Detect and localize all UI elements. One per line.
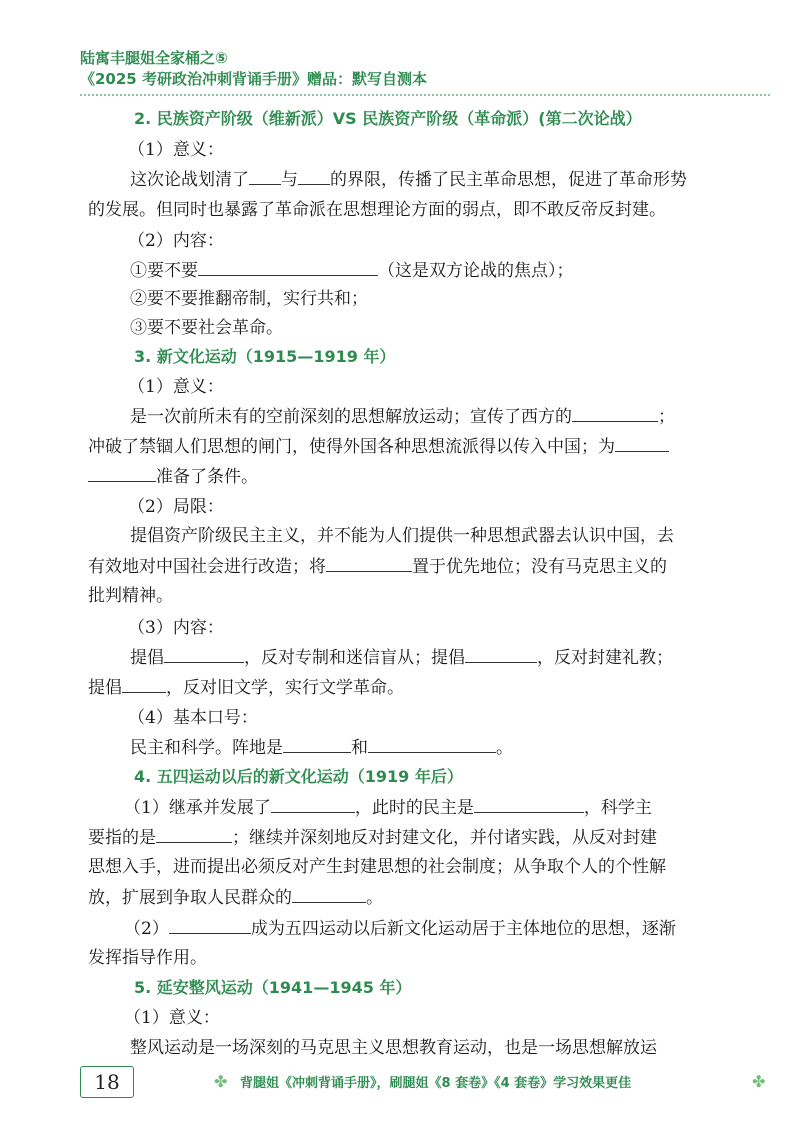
fill-blank (572, 405, 658, 422)
page-footer (0, 1060, 800, 1110)
fill-blank (368, 736, 496, 753)
text: 是一次前所未有的空前深刻的思想解放运动；宣传了西方的 (130, 407, 572, 427)
text: 。 (366, 888, 383, 908)
text: ，此时的民主是 (354, 798, 474, 818)
section-3-title: 3. 新文化运动（1915—1919 年） (134, 347, 396, 366)
s2-content-item1 (130, 259, 574, 282)
text: 与 (281, 170, 298, 190)
text: ①要不要 (130, 261, 198, 281)
fill-blank (164, 646, 244, 663)
text: （1）继承并发展了 (124, 798, 271, 818)
fill-blank (615, 435, 669, 452)
s4-para1-line3: 思想入手，进而提出必须反对产生封建思想的社会制度；从争取个人的个性解 (88, 857, 666, 877)
text: 。 (496, 738, 513, 758)
s2-content-item3: ③要不要社会革命。 (130, 318, 283, 338)
s2-meaning-line1 (130, 168, 687, 191)
s3-limit-line1: 提倡资产阶级民主主义，并不能为人们提供一种思想武器去认识中国，去 (130, 526, 674, 546)
fill-blank (122, 676, 166, 693)
fill-blank (88, 465, 156, 482)
text: 提倡 (88, 678, 122, 698)
fill-blank (298, 168, 330, 185)
text: ，科学主 (583, 798, 652, 818)
text: 的界限，传播了民主革命思想，促进了革命形势 (330, 170, 687, 190)
section-5-title: 5. 延安整风运动（1941—1945 年） (134, 978, 412, 997)
s3-meaning-line1 (130, 405, 675, 428)
text: 这次论战划清了 (130, 170, 249, 190)
s3-meaning-label: （1）意义： (128, 377, 224, 397)
s3-slogan-label: （4）基本口号： (128, 708, 258, 728)
s4-para1-line1 (124, 796, 652, 819)
clover-icon: ✤ (214, 1072, 228, 1091)
s4-para2-line1 (124, 917, 676, 940)
s5-meaning-line1: 整风运动是一场深刻的马克思主义思想教育运动，也是一场思想解放运 (130, 1038, 657, 1058)
s4-para1-line4 (88, 886, 383, 909)
section-2-title: 2. 民族资产阶级（维新派）VS 民族资产阶级（革命派）(第二次论战） (134, 109, 642, 128)
s3-content-line2 (88, 676, 404, 699)
text: 置于优先地位；没有马克思主义的 (412, 557, 667, 577)
text: ，反对旧文学，实行文学革命。 (166, 678, 404, 698)
text: ，反对专制和迷信盲从；提倡 (244, 648, 465, 668)
fill-blank (169, 917, 251, 934)
page-header (80, 48, 770, 90)
fill-blank (249, 168, 281, 185)
text: ，反对封建礼教； (537, 648, 673, 668)
text: 准备了条件。 (156, 467, 258, 487)
text: 民主和科学。阵地是 (130, 738, 283, 758)
s3-limit-label: （2）局限： (128, 497, 224, 517)
s2-meaning-label: （1）意义： (128, 140, 224, 160)
s2-meaning-line2: 的发展。但同时也暴露了革命派在思想理论方面的弱点，即不敢反帝反封建。 (88, 200, 666, 220)
header-book-title: 《2025 考研政治冲刺背诵手册》赠品：默写自测本 (80, 70, 427, 88)
text: 提倡 (130, 648, 164, 668)
page-number: 18 (80, 1066, 134, 1098)
text: 放，扩展到争取人民群众的 (88, 888, 292, 908)
s2-content-label: （2）内容： (128, 231, 224, 251)
s3-slogan-line1 (130, 736, 513, 759)
text: 要指的是 (88, 828, 156, 848)
fill-blank (271, 796, 355, 813)
s2-content-item2: ②要不要推翻帝制，实行共和； (130, 289, 368, 309)
s4-para1-line2 (88, 826, 657, 849)
s3-meaning-line2 (88, 435, 669, 458)
fill-blank (156, 826, 232, 843)
clover-icon: ✤ (752, 1072, 766, 1091)
fill-blank (198, 259, 378, 276)
fill-blank (326, 555, 412, 572)
header-dotted-divider (80, 94, 770, 96)
fill-blank (283, 736, 351, 753)
s3-meaning-line3 (88, 465, 258, 488)
text: 和 (351, 738, 368, 758)
s3-content-line1 (130, 646, 673, 669)
text: 成为五四运动以后新文化运动居于主体地位的思想，逐渐 (250, 919, 676, 939)
header-series-title: 陆寓丰腿姐全家桶之⑤ (80, 49, 228, 67)
fill-blank (474, 796, 584, 813)
s4-para2-line2: 发挥指导作用。 (88, 948, 207, 968)
s3-content-label: （3）内容： (128, 618, 224, 638)
text: ； (658, 407, 675, 427)
fill-blank (292, 886, 366, 903)
text: （这是双方论战的焦点）； (378, 261, 574, 281)
s3-limit-line3: 批判精神。 (88, 586, 173, 606)
footer-promo-text: 背腿姐《冲刺背诵手册》，刷腿姐《8 套卷》《4 套卷》学习效果更佳 (240, 1076, 632, 1091)
section-4-title: 4. 五四运动以后的新文化运动（1919 年后） (134, 767, 463, 786)
text: ；继续并深刻地反对封建文化，并付诸实践，从反对封建 (232, 828, 657, 848)
text: （2） (124, 919, 169, 939)
s5-meaning-label: （1）意义： (124, 1008, 220, 1028)
s3-limit-line2 (88, 555, 667, 578)
fill-blank (465, 646, 537, 663)
text: 冲破了禁锢人们思想的闸门，使得外国各种思想流派得以传入中国；为 (88, 437, 615, 457)
text: 有效地对中国社会进行改造；将 (88, 557, 326, 577)
